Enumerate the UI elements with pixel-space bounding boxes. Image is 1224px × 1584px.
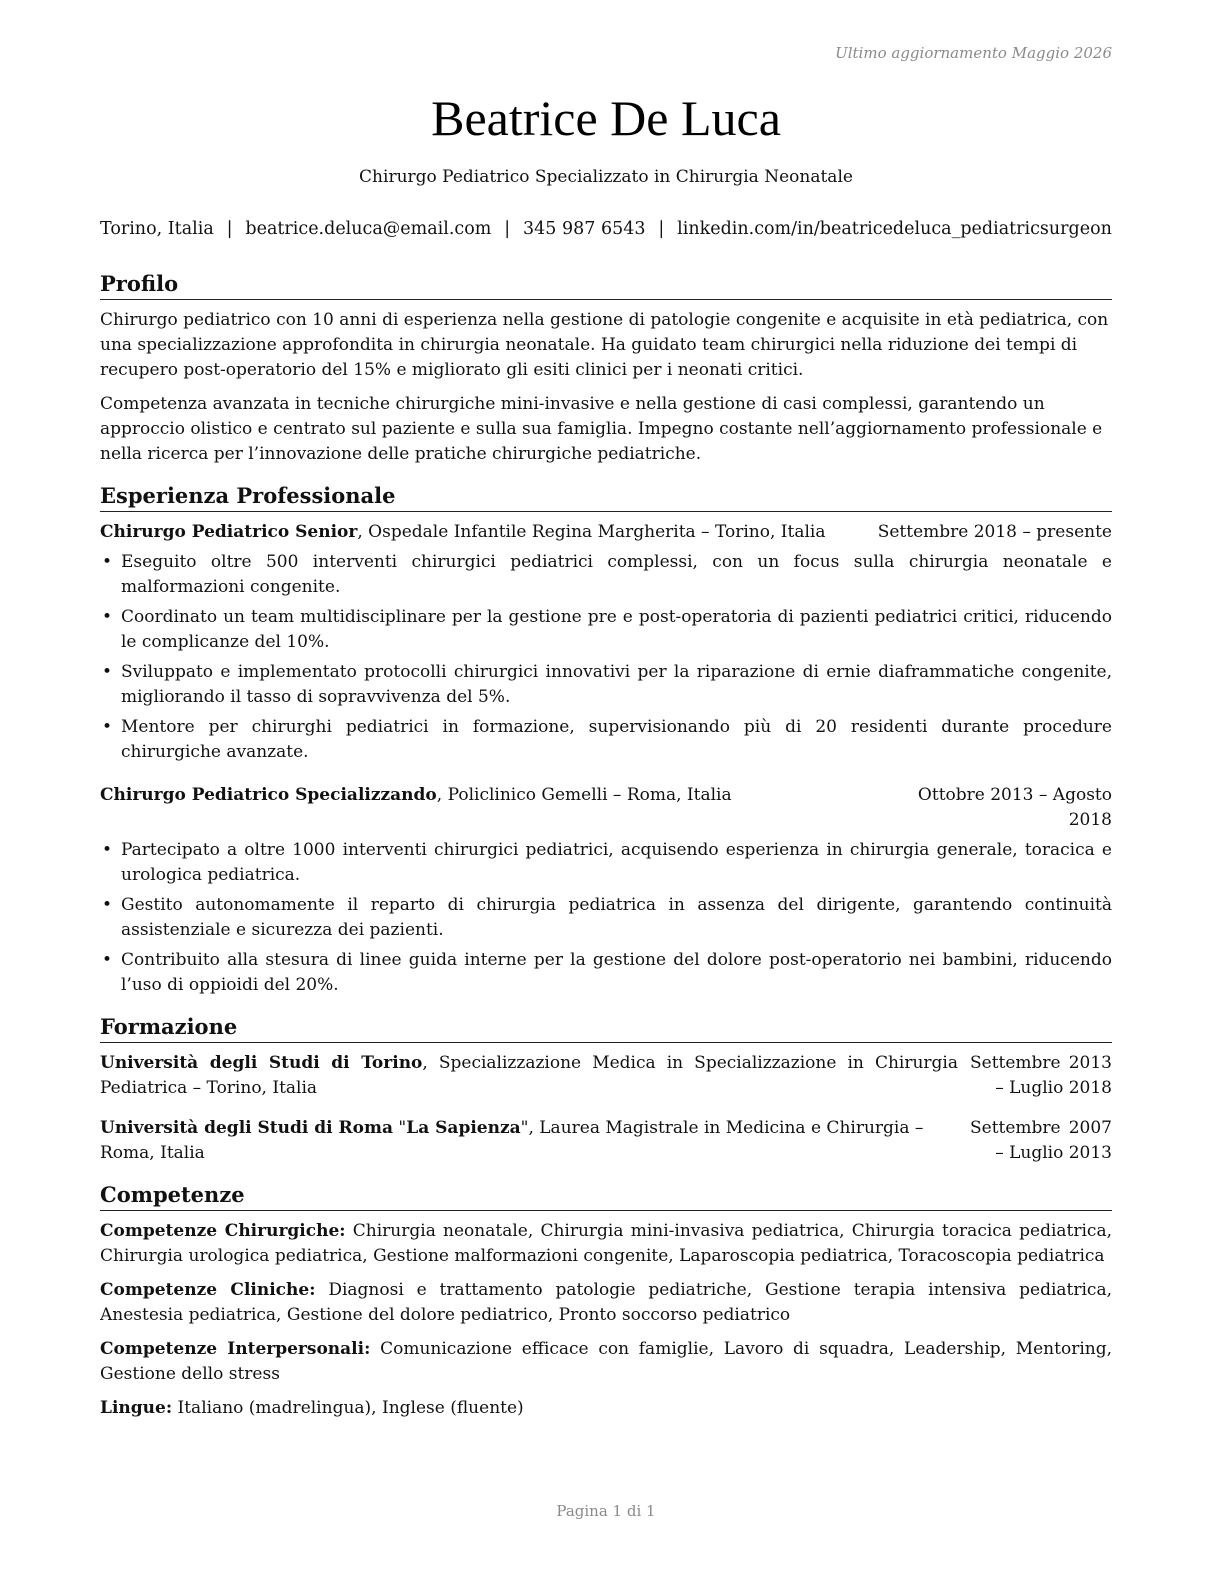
last-updated: Ultimo aggiornamento Maggio 2026 — [835, 44, 1112, 62]
skill-label: Competenze Chirurgiche: — [100, 1221, 346, 1241]
contact-separator: | — [658, 219, 665, 239]
job-bullets — [100, 550, 1112, 765]
section-experience — [100, 483, 1112, 998]
education-program: , Specializzazione Medica in Specializzazione in Chirurgia Pediatrica – Torino, Italia — [100, 1053, 958, 1098]
job-role: Chirurgo Pediatrico Senior — [100, 522, 358, 542]
contact-separator: | — [504, 219, 511, 239]
education-entry — [100, 1116, 1112, 1166]
page-number: Pagina 1 di 1 — [556, 1502, 656, 1520]
education-detail — [100, 1116, 958, 1166]
candidate-subtitle: Chirurgo Pediatrico Specializzato in Chirurgia Neonatale — [359, 167, 853, 187]
skill-text: Chirurgia neonatale, Chirurgia mini-invasiva pediatrica, Chirurgia toracica pediatrica, Chirurgia urologica pediatrica, Gestione malformazioni congenite, Laparoscopia pediatrica, Toracoscopia pediatrica — [100, 1221, 1112, 1266]
education-detail — [100, 1051, 958, 1101]
job-bullet: • Partecipato a oltre 1000 interventi chirurgici pediatrici, acquisendo esperienza in chirurgia generale, toracica e urologica pediatrica. — [100, 838, 1112, 888]
section-title-education: Formazione — [100, 1014, 1112, 1043]
resume-content — [100, 271, 1112, 1437]
section-title-experience: Esperienza Professionale — [100, 483, 1112, 512]
contact-separator: | — [226, 219, 233, 239]
contact-location: Torino, Italia — [100, 219, 214, 239]
contact-email[interactable]: beatrice.deluca@email.com — [245, 219, 492, 239]
job-header — [100, 783, 1112, 833]
skill-label: Lingue: — [100, 1398, 173, 1418]
job-bullet: • Eseguito oltre 500 interventi chirurgici pediatrici complessi, con un focus sulla chirurgia neonatale e malformazioni congenite. — [100, 550, 1112, 600]
profile-paragraph: Competenza avanzata in tecniche chirurgiche mini-invasive e nella gestione di casi complessi, garantendo un approccio olistico e centrato sul paziente e sulla sua famiglia. Impegno costante nell’aggiornamento professionale e nella ricerca per l’innovazione delle pratiche chirurgiche pediatriche. — [100, 394, 1103, 464]
job-org: , Ospedale Infantile Regina Margherita – Torino, Italia — [357, 522, 826, 542]
education-program: ", Laurea Magistrale in Medicina e Chirurgia – Roma, Italia — [100, 1118, 924, 1163]
job-bullet: • Mentore per chirurghi pediatrici in formazione, supervisionando più di 20 residenti durante procedure chirurgiche avanzate. — [100, 715, 1112, 765]
job-dates: Settembre 2018 – presente — [877, 522, 1112, 542]
section-title-skills: Competenze — [100, 1182, 1112, 1211]
section-title-profile: Profilo — [100, 271, 1112, 300]
skill-text: Diagnosi e trattamento patologie pediatriche, Gestione terapia intensiva pediatrica, Anestesia pediatrica, Gestione del dolore pediatrico, Pronto soccorso pediatrico — [100, 1280, 1112, 1325]
job-bullet: • Contribuito alla stesura di linee guida interne per la gestione del dolore post-operatorio nei bambini, riducendo l’uso di oppioidi del 20%. — [100, 948, 1112, 998]
job-bullet: • Gestito autonomamente il reparto di chirurgia pediatrica in assenza del dirigente, garantendo continuità assistenziale e sicurezza dei pazienti. — [100, 893, 1112, 943]
education-dates: Settembre 2007 – Luglio 2013 — [970, 1118, 1112, 1163]
contact-line — [100, 219, 1112, 239]
skill-text: Comunicazione efficace con famiglie, Lavoro di squadra, Leadership, Mentoring, Gestione dello stress — [100, 1339, 1112, 1384]
skill-row — [100, 1337, 1112, 1387]
job-entry — [100, 520, 1112, 765]
contact-phone: 345 987 6543 — [523, 219, 646, 239]
skill-label: Competenze Interpersonali: — [100, 1339, 371, 1359]
job-bullet: • Coordinato un team multidisciplinare per la gestione pre e post-operatoria di pazienti pediatrici critici, riducendo le complicanze del 10%. — [100, 605, 1112, 655]
education-school-name: La Sapienza — [406, 1118, 521, 1138]
contact-linkedin[interactable]: linkedin.com/in/beatricedeluca_pediatricsurgeon — [677, 219, 1112, 239]
job-header — [100, 520, 1112, 545]
job-org: , Policlinico Gemelli – Roma, Italia — [436, 785, 732, 805]
skill-row — [100, 1278, 1112, 1328]
resume-page — [100, 0, 1112, 1584]
job-role: Chirurgo Pediatrico Specializzando — [100, 785, 437, 805]
skill-row — [100, 1396, 1112, 1421]
education-school: Università degli Studi di Roma — [100, 1118, 394, 1138]
job-bullets — [100, 838, 1112, 998]
job-title-line — [100, 520, 866, 545]
job-entry — [100, 783, 1112, 998]
candidate-name: Beatrice De Luca — [431, 90, 781, 146]
section-profile — [100, 271, 1112, 467]
education-entry — [100, 1051, 1112, 1101]
section-skills — [100, 1182, 1112, 1421]
education-quote: " — [393, 1118, 407, 1138]
skill-row — [100, 1219, 1112, 1269]
job-dates: Ottobre 2013 – Agosto 2018 — [917, 785, 1112, 830]
profile-paragraph: Chirurgo pediatrico con 10 anni di esperienza nella gestione di patologie congenite e acquisite in età pediatrica, con una specializzazione approfondita in chirurgia neonatale. Ha guidato team chirurgici nella riduzione dei tempi di recupero post-operatorio del 15% e migliorato gli esiti clinici per i neonati critici. — [100, 310, 1109, 380]
education-school: Università degli Studi di Torino — [100, 1053, 423, 1073]
job-bullet: • Sviluppato e implementato protocolli chirurgici innovativi per la riparazione di ernie diaframmatiche congenite, migliorando il tasso di sopravvivenza del 5%. — [100, 660, 1112, 710]
job-title-line — [100, 783, 864, 808]
section-education — [100, 1014, 1112, 1166]
education-dates: Settembre 2013 – Luglio 2018 — [970, 1053, 1112, 1098]
skill-text: Italiano (madrelingua), Inglese (fluente) — [172, 1398, 524, 1418]
skill-label: Competenze Cliniche: — [100, 1280, 316, 1300]
